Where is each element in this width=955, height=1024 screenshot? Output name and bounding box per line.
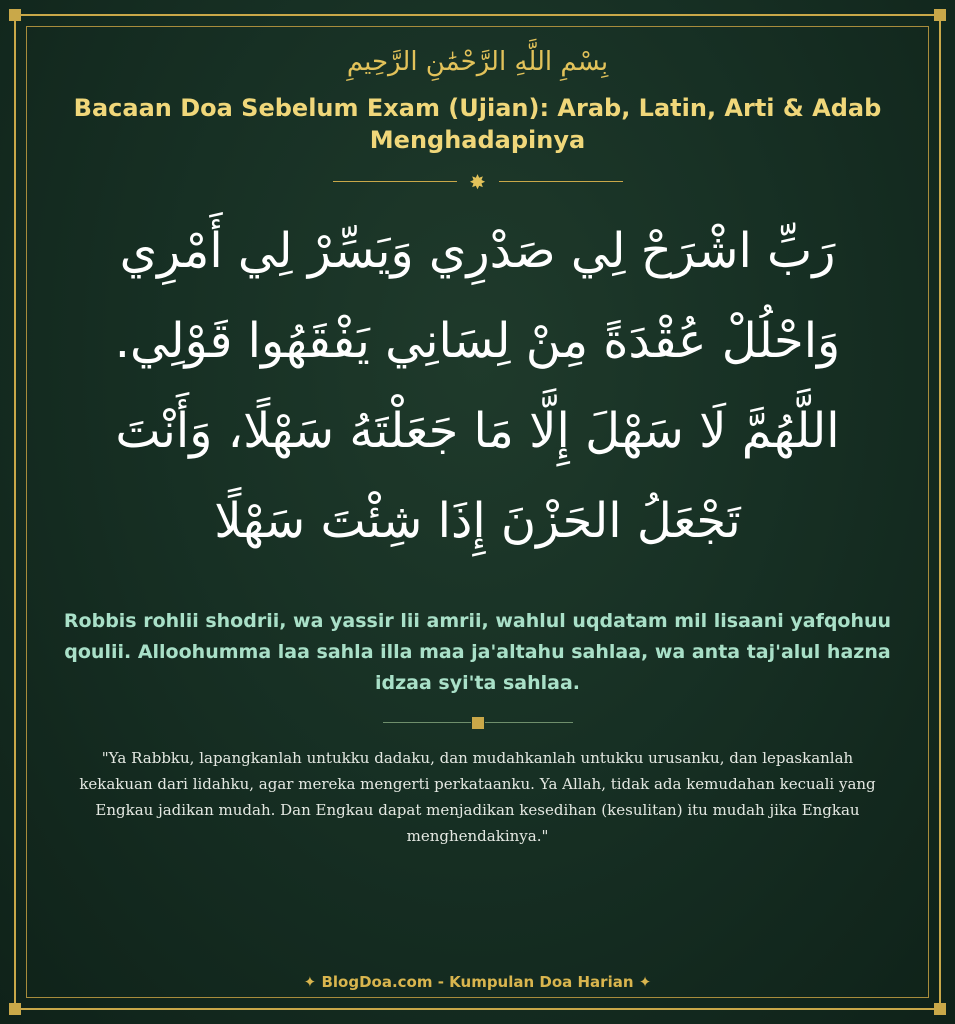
footer-credit: ✦ BlogDoa.com - Kumpulan Doa Harian ✦ (303, 973, 652, 991)
arabic-doa-text: رَبِّ اشْرَحْ لِي صَدْرِي وَيَسِّرْ لِي أَمْرِي وَاحْلُلْ عُقْدَةً مِنْ لِسَانِي يَفْقَهُوا قَوْلِي. اللَّهُمَّ لَا سَهْلَ إِلَّا مَا جَعَلْتَهُ سَهْلًا، وَأَنْتَ تَجْعَلُ الحَزْنَ إِذَا شِئْتَ سَهْلًا (114, 223, 841, 549)
star-ornament-icon: ✸ (469, 170, 486, 194)
corner-ornament-icon (9, 1003, 21, 1015)
diamond-ornament-icon (472, 717, 484, 729)
corner-ornament-icon (9, 9, 21, 21)
corner-ornament-icon (934, 9, 946, 21)
bismillah: بِسْمِ اللَّهِ الرَّحْمَٰنِ الرَّحِيمِ (346, 47, 609, 77)
ornament-divider (333, 172, 623, 192)
main-content (60, 40, 895, 849)
corner-ornament-icon (934, 1003, 946, 1015)
divider-line (383, 722, 471, 723)
divider-line (485, 722, 573, 723)
divider-line (333, 181, 457, 182)
page-title: Bacaan Doa Sebelum Exam (Ujian): Arab, Latin, Arti & Adab Menghadapinya (73, 94, 882, 154)
latin-transliteration: Robbis rohlii shodrii, wa yassir lii amrii, wahlul uqdatam mil lisaani yafqohuu qoulii. Alloohumma laa sahla illa maa ja'altahu sahlaa, wa anta taj'alul hazna idzaa syi'ta sahlaa. (63, 610, 892, 694)
small-divider (383, 717, 573, 729)
divider-line (499, 181, 623, 182)
indonesian-translation: "Ya Rabbku, lapangkanlah untukku dadaku, dan mudahkanlah untukku urusanku, dan lepaskanlah kekakuan dari lidahku, agar mereka mengerti perkataanku. Ya Allah, tidak ada kemudahan kecuali yang Engkau jadikan mudah. Dan Engkau dapat menjadikan kesedihan (kesulitan) itu mudah jika Engkau menghendakinya." (79, 749, 876, 845)
